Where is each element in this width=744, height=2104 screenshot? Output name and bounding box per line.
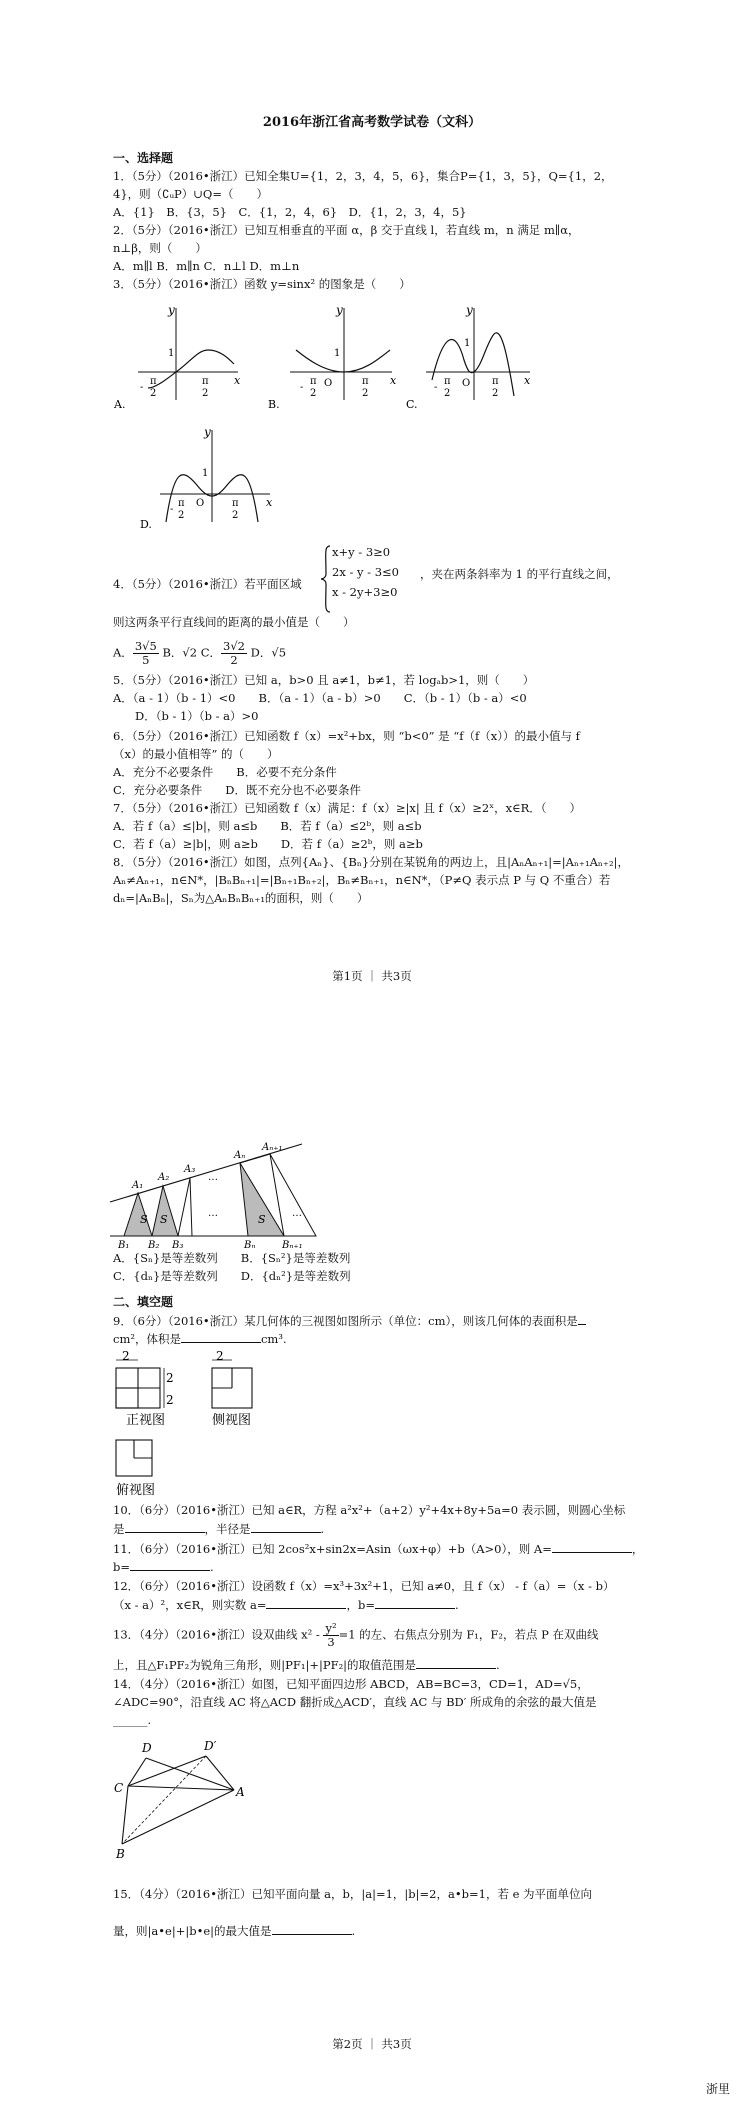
q10-radius-text: ，半径是 — [204, 1522, 251, 1536]
q4-c-numerator: 3√2 — [223, 639, 245, 653]
q8-line3: dₙ=|AₙBₙ|，Sₙ为△AₙBₙBₙ₊₁的面积，则（ ） — [113, 891, 369, 905]
q9-line2-text: cm²，体积是 — [113, 1332, 181, 1346]
q10-radius-blank[interactable] — [251, 1520, 321, 1533]
q3c-neg-sign: - — [434, 382, 438, 393]
q1-line2: 4}，则（∁ᵤP）∪Q=（ ） — [113, 187, 268, 201]
q9-area-blank[interactable] — [578, 1312, 586, 1325]
q14-line3: ______. — [113, 1713, 152, 1727]
q4-options — [113, 640, 286, 667]
q2-line1: 2．（5分）（2016•浙江）已知互相垂直的平面 α，β 交于直线 l，若直线 m，n 满足 m∥α， — [113, 223, 580, 237]
q3d-two-neg: 2 — [178, 510, 185, 521]
q13-line2 — [113, 1656, 500, 1674]
q4-brace — [320, 544, 332, 614]
q13-fraction — [323, 1622, 338, 1649]
q15-max-blank[interactable] — [272, 1922, 352, 1935]
q12-line2 — [113, 1596, 459, 1614]
q2-options: A．m∥l B．m∥n C．n⊥l D．m⊥n — [113, 259, 300, 273]
q8-fig-dots-top: … — [208, 1172, 218, 1183]
q10-center-blank[interactable] — [125, 1520, 205, 1533]
q9-top-view — [116, 1440, 155, 1498]
q10-line2 — [113, 1520, 324, 1538]
q13-prefix: 13．（4分）（2016•浙江）设双曲线 x² - — [113, 1627, 324, 1642]
q12-b-text: ，b= — [346, 1598, 375, 1612]
q3b-two-pos: 2 — [362, 388, 369, 399]
q12-line1: 12．（6分）（2016•浙江）设函数 f（x）=x³+3x²+1，已知 a≠0，且 f（x） - f（a）=（x - b） — [113, 1579, 615, 1593]
q8-fig-dots-right: … — [292, 1208, 302, 1219]
q3b-origin: O — [324, 378, 333, 389]
q8-fig-b1: B₁ — [118, 1240, 130, 1250]
q9-side-view — [212, 1350, 252, 1428]
q13-denominator: 3 — [327, 1635, 335, 1649]
q8-options-1: A．{Sₙ}是等差数列 B．{Sₙ²}是等差数列 — [113, 1251, 351, 1265]
q3c-x-label: x — [524, 374, 531, 387]
q13-period: . — [496, 1658, 500, 1672]
q3a-pi-pos: π — [202, 376, 209, 387]
q4-suffix: ，夹在两条斜率为 1 的平行直线之间， — [420, 567, 619, 581]
q5-line1: 5．（5分）（2016•浙江）已知 a，b>0 且 a≠1，b≠1，若 logₐb>1，则（ ） — [113, 673, 535, 687]
q9-front-label: 正视图 — [126, 1413, 166, 1428]
q4-opt-b: B．√2 — [162, 645, 198, 660]
q8-fig-a3: A₃ — [184, 1164, 196, 1175]
q3d-neg-sign: - — [170, 504, 174, 515]
q9-side-dim-top: 2 — [216, 1350, 224, 1363]
q14-fig-a: A — [236, 1785, 245, 1799]
q14-line2: ∠ADC=90°，沿直线 AC 将△ACD 翻折成△ACD′，直线 AC 与 BD′ 所成角的余弦的最大值是 — [113, 1695, 597, 1709]
q3a-pi-neg: π — [150, 376, 157, 387]
q8-line1: 8．（5分）（2016•浙江）如图，点列{Aₙ}、{Bₙ}分别在某锐角的两边上，且|AₙAₙ₊₁|=|Aₙ₊₁Aₙ₊₂|， — [113, 855, 629, 869]
q3-option-b: B. — [268, 398, 280, 411]
q8-fig-a1: A₁ — [132, 1180, 144, 1191]
q1-options: A．{1} B．{3，5} C．{1，2，4，6} D．{1，2，3，4，5} — [113, 205, 467, 219]
q8-options-2: C．{dₙ}是等差数列 D．{dₙ²}是等差数列 — [113, 1269, 351, 1283]
q9-line1-text: 9．（6分）（2016•浙江）某几何体的三视图如图所示（单位：cm），则该几何体的表面积是 — [113, 1314, 578, 1328]
q10-period: . — [320, 1522, 325, 1536]
q15-line1: 15．（4分）（2016•浙江）已知平面向量 a，b，|a|=1，|b|=2，a•b=1，若 e 为平面单位向 — [113, 1887, 593, 1901]
q2-line2: n⊥β，则（ ） — [113, 241, 207, 255]
section-choice-heading: 一、选择题 — [113, 151, 174, 165]
q9-side-label: 侧视图 — [212, 1413, 252, 1428]
q3c-two-neg: 2 — [444, 388, 451, 399]
paper-title: 2016年浙江省高考数学试卷（文科） — [262, 115, 482, 130]
q3a-neg-sign: - — [140, 382, 144, 393]
q13-range-blank[interactable] — [416, 1656, 496, 1669]
q5-line2: A．（a - 1）（b - 1）<0 B．（a - 1）（a - b）>0 C．（b - 1）（b - a）<0 — [113, 691, 527, 705]
q4-inequality-2: 2x - y - 3≤0 — [332, 565, 399, 579]
q3-graph-c — [406, 303, 531, 411]
q15-period: . — [351, 1924, 356, 1938]
page2-footer: 第2页 ｜ 共3页 — [332, 2037, 412, 2051]
q9-front-dim-right1: 2 — [166, 1371, 174, 1385]
q11-period: . — [210, 1560, 214, 1574]
q9-line1 — [113, 1312, 586, 1330]
q8-fig-s1: S — [140, 1213, 148, 1226]
q3d-pi-neg: π — [178, 498, 185, 509]
q8-fig-an1: Aₙ₊₁ — [262, 1142, 283, 1153]
q3d-two-pos: 2 — [232, 510, 239, 521]
q11-a-blank[interactable] — [552, 1540, 632, 1553]
q4-opt-c-fraction — [221, 640, 247, 667]
q8-fig-s2: S — [160, 1213, 168, 1226]
q4-a-denominator: 5 — [142, 653, 150, 667]
q3d-y-label: y — [204, 425, 211, 439]
q9-line2-unit: cm³. — [260, 1332, 287, 1346]
q13-numerator: y² — [325, 1621, 337, 1635]
q9-front-dim-top: 2 — [122, 1350, 130, 1363]
q4-a-numerator: 3√5 — [134, 639, 157, 653]
q10-line1: 10．（6分）（2016•浙江）已知 a∈R，方程 a²x²+（a+2）y²+4x+8y+5a=0 表示圆，则圆心坐标 — [113, 1503, 626, 1517]
q3d-x-label: x — [266, 496, 273, 509]
q8-fig-bn1: Bₙ₊₁ — [282, 1240, 303, 1250]
q3a-y-label: y — [168, 303, 175, 317]
q9-top-label: 俯视图 — [116, 1483, 156, 1498]
q8-figure — [108, 1140, 328, 1250]
q8-fig-b3: B₃ — [172, 1240, 184, 1250]
q13-line2-text: 上，且△F₁PF₂为锐角三角形，则|PF₁|+|PF₂|的取值范围是 — [113, 1658, 417, 1672]
q5-line3: D．（b - 1）（b - a）>0 — [135, 709, 259, 723]
q14-figure — [110, 1740, 250, 1860]
q10-line2-text: 是 — [113, 1522, 125, 1536]
q3a-two-pos: 2 — [202, 388, 209, 399]
q3c-pi-neg: π — [444, 376, 451, 387]
q11-line2 — [113, 1558, 214, 1576]
q3c-pi-pos: π — [492, 376, 499, 387]
q6-line1: 6．（5分）（2016•浙江）已知函数 f（x）=x²+bx，则 “b<0” 是 “f（f（x））的最小值与 f — [113, 729, 580, 743]
q3b-pi-neg: π — [310, 376, 317, 387]
q3a-one-label: 1 — [168, 348, 175, 359]
q3c-two-pos: 2 — [492, 388, 499, 399]
q11-b-blank[interactable] — [130, 1558, 210, 1571]
q14-line1: 14．（4分）（2016•浙江）如图，已知平面四边形 ABCD，AB=BC=3，CD=1，AD=√5， — [113, 1677, 589, 1691]
q3a-x-label: x — [234, 374, 241, 387]
q8-fig-an: Aₙ — [234, 1150, 246, 1161]
q6-line2: （x）的最小值相等” 的（ ） — [113, 747, 279, 761]
q9-front-dim-right2: 2 — [166, 1393, 174, 1407]
q14-fig-b: B — [116, 1847, 125, 1860]
q3b-two-neg: 2 — [310, 388, 317, 399]
q12-a-blank[interactable] — [266, 1596, 346, 1609]
q4-c-denominator: 2 — [230, 653, 238, 667]
q3c-origin: O — [462, 378, 471, 389]
q3-graph-b — [268, 303, 397, 411]
q3-line1: 3．（5分）（2016•浙江）函数 y=sinx² 的图象是（ ） — [113, 277, 411, 291]
q7-line1: 7．（5分）（2016•浙江）已知函数 f（x）满足：f（x）≥|x| 且 f（x）≥2ˣ，x∈R．（ ） — [113, 801, 581, 815]
q4-opt-c-label: C． — [200, 645, 222, 660]
q8-fig-s3: S — [258, 1213, 266, 1226]
q3d-one-label: 1 — [202, 468, 209, 479]
section-fill-heading: 二、填空题 — [113, 1295, 174, 1309]
q4-line2: 则这两条平行直线间的距离的最小值是（ ） — [113, 615, 355, 629]
q1-line1: 1．（5分）（2016•浙江）已知全集U={1，2，3，4，5，6}，集合P={1，3，5}，Q={1，2， — [113, 169, 613, 183]
q13-suffix: =1 的左、右焦点分别为 F₁，F₂，若点 P 在双曲线 — [338, 1627, 599, 1642]
page1-footer: 第1页 ｜ 共3页 — [332, 969, 412, 983]
q12-period: . — [454, 1598, 459, 1612]
q11-comma: ， — [631, 1542, 644, 1556]
q4-inequality-3: x - 2y+3≥0 — [332, 585, 398, 599]
q3-graphs — [110, 300, 550, 540]
q15-line2 — [113, 1922, 355, 1940]
q3b-y-label: y — [336, 303, 343, 317]
q8-fig-dots-mid: … — [208, 1208, 218, 1219]
q14-fig-d: D — [142, 1741, 152, 1755]
q11-b-text: b= — [113, 1560, 130, 1574]
q3c-one-label: 1 — [464, 338, 471, 349]
q3-graph-a — [113, 303, 241, 411]
q3a-two-neg: 2 — [150, 388, 157, 399]
q3b-neg-sign: - — [300, 382, 304, 393]
q9-volume-blank[interactable] — [181, 1330, 261, 1343]
corner-label: 浙里 — [705, 2082, 730, 2096]
q3-option-d: D. — [140, 518, 152, 531]
q4-opt-d: D．√5 — [250, 645, 287, 660]
q15-line2-text: 量，则|a•e|+|b•e|的最大值是 — [113, 1924, 272, 1938]
q11-line1 — [113, 1540, 643, 1558]
q8-line2: Aₙ≠Aₙ₊₁，n∈N*，|BₙBₙ₊₁|=|Bₙ₊₁Bₙ₊₂|，Bₙ≠Bₙ₊₁，n∈N*，（P≠Q 表示点 P 与 Q 不重合）若 — [113, 873, 611, 887]
q14-fig-dprime: D′ — [204, 1740, 217, 1753]
q6-line4: C．充分必要条件 D．既不充分也不必要条件 — [113, 783, 362, 797]
q14-fig-c: C — [114, 1781, 124, 1795]
q7-line3: C．若 f（a）≥|b|，则 a≥b D．若 f（a）≥2ᵇ，则 a≥b — [113, 837, 423, 851]
q11-line1-text: 11．（6分）（2016•浙江）已知 2cos²x+sin2x=Asin（ωx+φ）+b（A>0），则 A= — [113, 1542, 552, 1556]
q3b-one-label: 1 — [334, 348, 341, 359]
q8-fig-b2: B₂ — [148, 1240, 160, 1250]
q12-b-blank[interactable] — [375, 1596, 455, 1609]
q9-three-views — [108, 1350, 308, 1500]
q3d-origin: O — [196, 498, 205, 509]
q9-front-view — [116, 1350, 174, 1428]
q3-graph-d — [140, 425, 273, 531]
q3b-x-label: x — [390, 374, 397, 387]
q4-opt-a-fraction — [133, 640, 159, 667]
q3c-y-label: y — [466, 303, 473, 317]
q3-option-a: A. — [114, 398, 126, 411]
q12-line2-text: （x - a）²，x∈R，则实数 a= — [113, 1598, 267, 1612]
q6-line3: A．充分不必要条件 B．必要不充分条件 — [113, 765, 337, 779]
q8-fig-a2: A₂ — [158, 1172, 170, 1183]
q4-opt-a-label: A． — [113, 645, 133, 660]
q4-inequality-1: x+y - 3≥0 — [332, 545, 391, 559]
q7-line2: A．若 f（a）≤|b|，则 a≤b B．若 f（a）≤2ᵇ，则 a≤b — [113, 819, 422, 833]
q13-line1 — [113, 1622, 599, 1649]
q8-fig-bn: Bₙ — [244, 1240, 256, 1250]
q9-line2 — [113, 1330, 287, 1348]
q3b-pi-pos: π — [362, 376, 369, 387]
q3d-pi-pos: π — [232, 498, 239, 509]
q4-prefix: 4．（5分）（2016•浙江）若平面区域 — [113, 577, 302, 591]
q3-option-c: C. — [406, 398, 418, 411]
